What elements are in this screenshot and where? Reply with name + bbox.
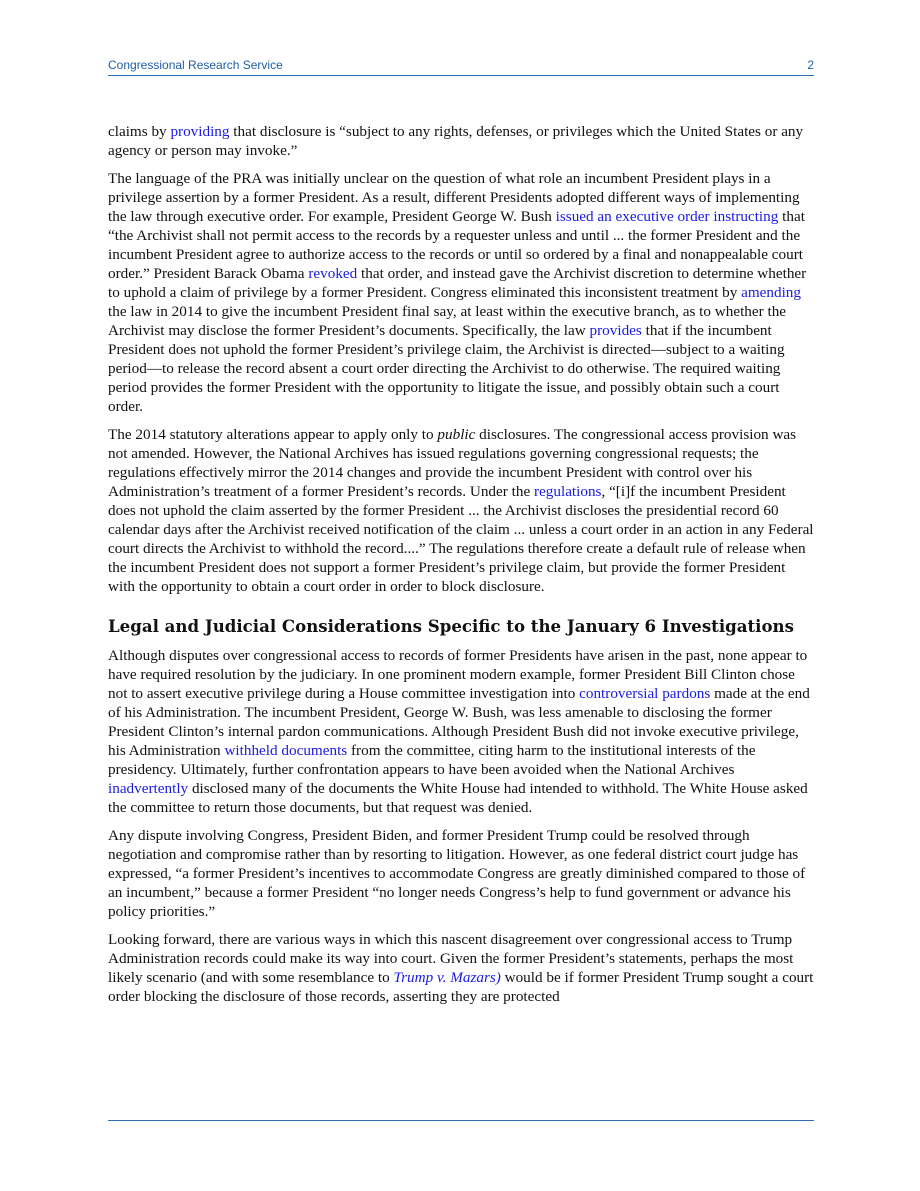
page-number: 2 (807, 58, 814, 72)
link-withheld-documents[interactable]: withheld documents (224, 742, 348, 759)
text: made at the end of his Administration. The incumbent President, George W. Bush, was less amenable to disclosing the former President Clinton’s internal pardon communications. Although President Bush did not invoke executive privilege, his Administration (108, 685, 810, 759)
text: The language of the PRA was initially unclear on the question of what role an incumbent President plays in a privilege assertion by a former President. As a result, different Presidents adopted different ways of implementing the law through executive order. For example, President George W. Bush (108, 170, 800, 225)
text: disclosed many of the documents the White House had intended to withhold. The White House asked the committee to return those documents, but that request was denied. (108, 780, 808, 816)
paragraph-6 (108, 930, 814, 1006)
running-header (108, 57, 814, 76)
link-provides[interactable]: provides (589, 322, 642, 339)
link-inadvertently[interactable]: inadvertently (108, 780, 189, 797)
emphasis-public: public (437, 426, 476, 443)
link-trump-v-mazars[interactable]: Trump v. Mazars) (393, 969, 501, 986)
text: claims by (108, 123, 171, 140)
link-providing[interactable]: providing (170, 123, 230, 140)
text: from the committee, citing harm to the institutional interests of the presidency. Ultimately, further confrontation appears to have been avoided when the National Archives (108, 742, 756, 778)
document-body (108, 122, 814, 1015)
text: Any dispute involving Congress, President Biden, and former President Trump could be resolved through negotiation and compromise rather than by resorting to litigation. However, as one federal district court judge has expressed, “a former President’s incentives to accommodate Congress are greatly diminished compared to those of an incumbent,” because a former President “no longer needs Congress’s help to fund government or advance his policy priorities.” (108, 827, 806, 920)
paragraph-2 (108, 169, 814, 416)
footer-divider (108, 1120, 814, 1121)
paragraph-5 (108, 826, 814, 921)
text: disclosures. The congressional access provision was not amended. However, the National Archives has issued regulations governing congressional requests; the regulations effectively mirror the 2014 changes and provide the incumbent President with control over his Administration’s treatment of a former President’s records. Under the (108, 426, 797, 500)
link-executive-order[interactable]: issued an executive order instructing (555, 208, 779, 225)
link-revoked[interactable]: revoked (308, 265, 358, 282)
link-controversial-pardons[interactable]: controversial pardons (579, 685, 711, 702)
text: that order, and instead gave the Archivist discretion to determine whether to uphold a claim of privilege by a former President. Congress eliminated this inconsistent treatment by (108, 265, 807, 301)
paragraph-4 (108, 646, 814, 817)
text: Looking forward, there are various ways in which this nascent disagreement over congressional access to Trump Administration records could make its way into court. Given the former President’s statements, perhaps the most likely scenario (and with some resemblance to (108, 931, 794, 986)
text: the law in 2014 to give the incumbent President final say, at least within the executive branch, as to whether the Archivist may disclose the former President’s documents. Specifically, the law (108, 303, 787, 339)
text: that “the Archivist shall not permit access to the records by a requester unless and until ... the former President and the incumbent President agree to authorize access to the records or until so ordered by a final and nonappealable court order.” President Barack Obama (108, 208, 805, 282)
paragraph-1 (108, 122, 814, 160)
text: would be if former President Trump sought a court order blocking the disclosure of those records, asserting they are protected (108, 969, 814, 1005)
text: Although disputes over congressional access to records of former Presidents have arisen in the past, none appear to have required resolution by the judiciary. In one prominent modern example, former President Bill Clinton chose not to assert executive privilege during a House committee investigation into (108, 647, 808, 702)
text: , “[i]f the incumbent President does not uphold the claim asserted by the former President ... the Archivist discloses the presidential record 60 calendar days after the Archivist received notification of the claim ... unless a court order in an action in any Federal court directs the Archivist to withhold the record....” The regulations therefore create a default rule of release when the incumbent President does not support a former President’s privilege claim, but provide the former President with the opportunity to obtain a court order in order to block disclosure. (108, 483, 814, 595)
section-heading: Legal and Judicial Considerations Specific to the January 6 Investigations (108, 616, 794, 636)
header-org-name: Congressional Research Service (108, 58, 283, 72)
paragraph-3 (108, 425, 814, 596)
link-amending[interactable]: amending (741, 284, 801, 301)
link-regulations[interactable]: regulations (533, 483, 602, 500)
text: The 2014 statutory alterations appear to apply only to (108, 426, 438, 443)
text: that if the incumbent President does not uphold the former President’s privilege claim, the Archivist is directed—subject to a waiting period—to release the record absent a court order directing the Archivist to do otherwise. The required waiting period provides the former President with the opportunity to litigate the issue, and possibly obtain such a court order. (108, 322, 785, 415)
text: that disclosure is “subject to any rights, defenses, or privileges which the United States or any agency or person may invoke.” (108, 123, 804, 159)
